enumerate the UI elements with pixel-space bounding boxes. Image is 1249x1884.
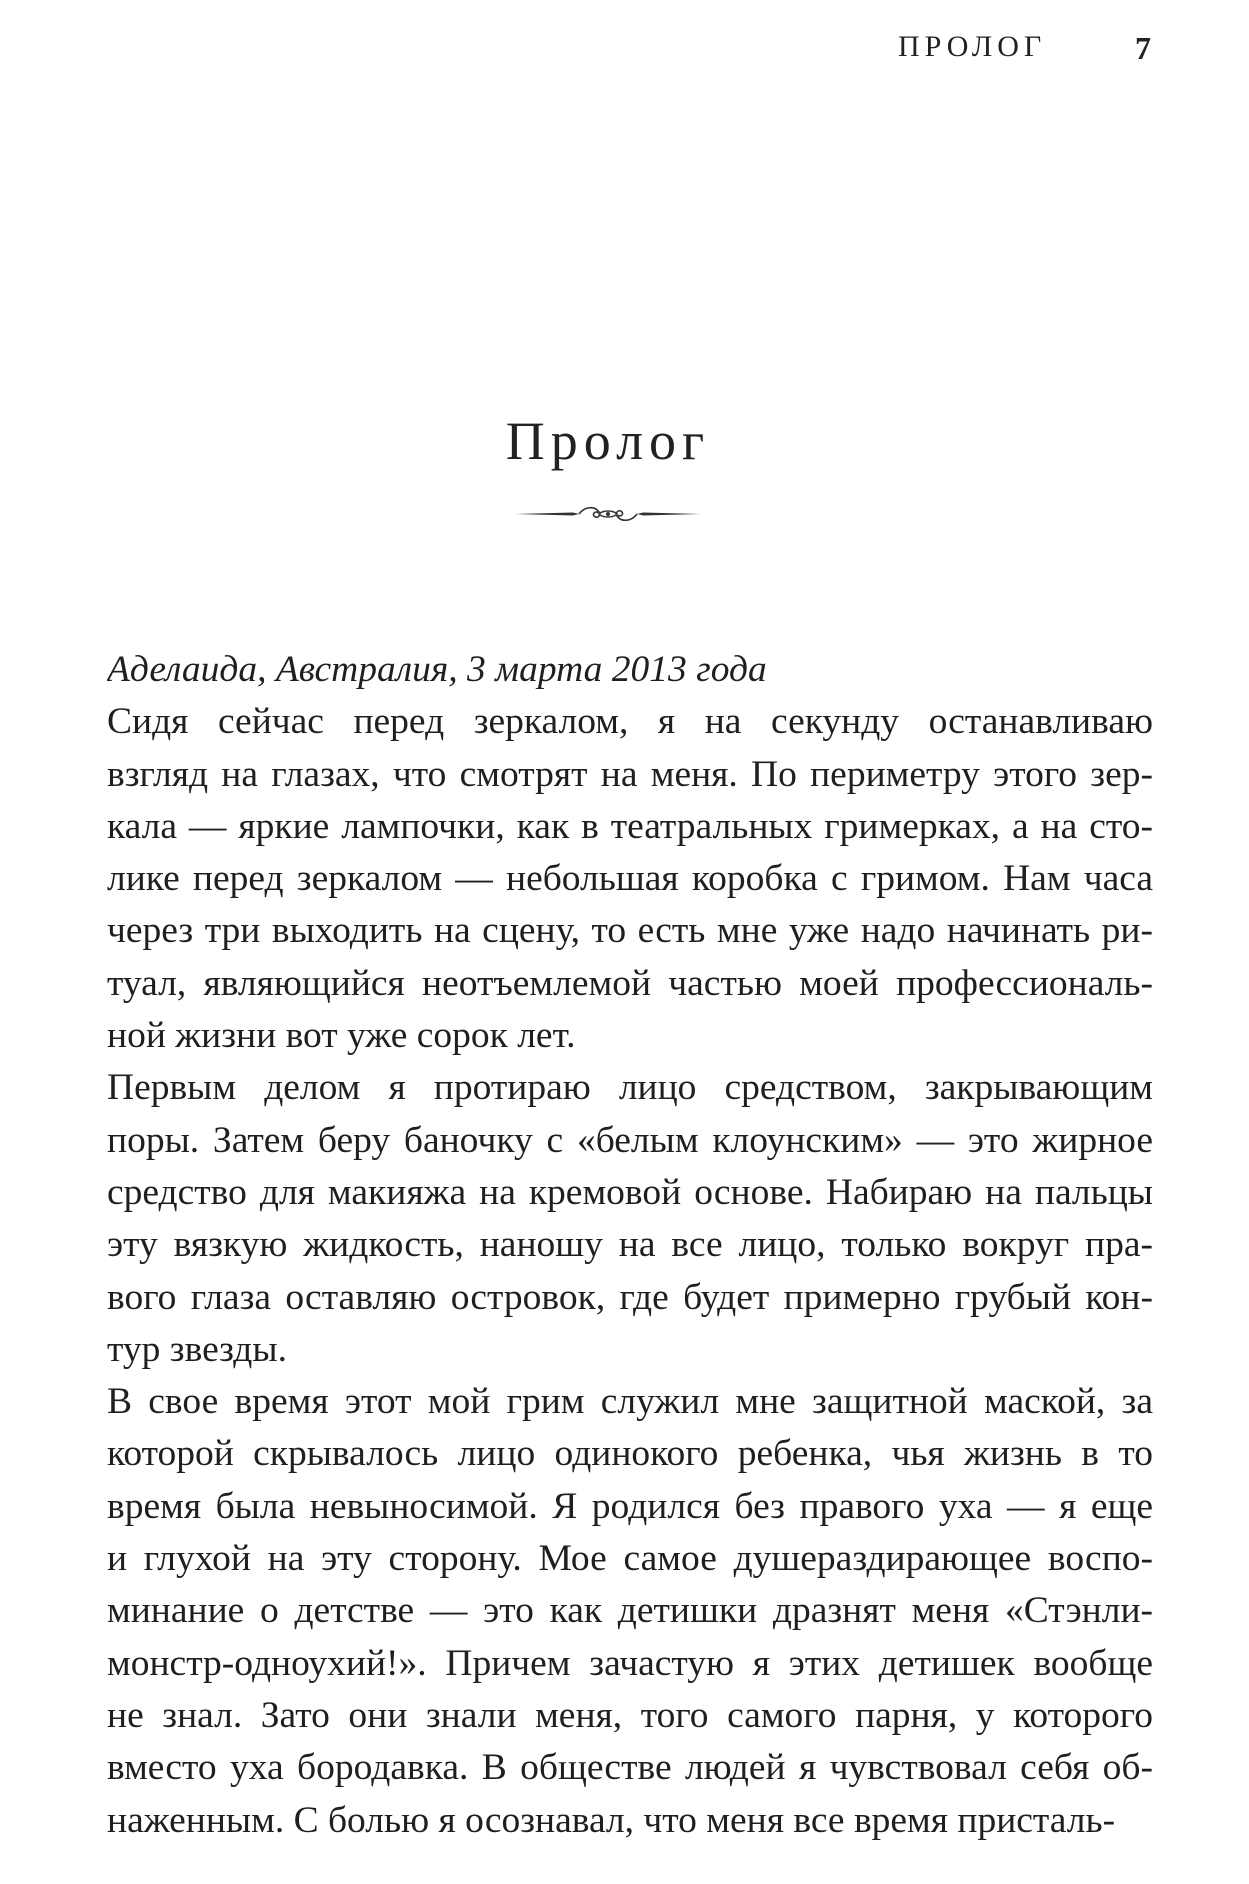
page-number: 7	[1135, 30, 1151, 66]
text-line: монстр-одноухий!». Причем зачастую я этих детишек вообще	[107, 1642, 1153, 1684]
paragraph	[107, 696, 1153, 1062]
text-line: вого глаза оставляю островок, где будет примерно грубый кон-	[107, 1276, 1153, 1318]
text-line: поры. Затем беру баночку с «белым клоунским» — это жирное	[107, 1119, 1153, 1161]
running-head	[0, 30, 1249, 70]
text-line: через три выходить на сцену, то есть мне уже надо начинать ри-	[107, 910, 1153, 952]
text-line: не знал. Зато они знали меня, того самого парня, у которого	[107, 1694, 1153, 1736]
flourish-divider-icon	[513, 500, 703, 528]
chapter-title: Пролог	[505, 411, 711, 471]
text-line: время была невыносимой. Я родился без правого уха — я еще	[107, 1485, 1153, 1527]
text-line: и глухой на эту сторону. Мое самое душераздирающее воспо-	[107, 1538, 1153, 1580]
text-line: Сидя сейчас перед зеркалом, я на секунду останавливаю	[107, 701, 1153, 743]
paragraph	[107, 1376, 1153, 1847]
body-text	[107, 644, 1153, 1847]
text-line: которой скрывалось лицо одинокого ребенка, чья жизнь в то	[107, 1433, 1153, 1475]
text-line: средство для макияжа на кремовой основе. Набираю на пальцы	[107, 1171, 1153, 1213]
text-line: тур звезды.	[107, 1328, 287, 1370]
text-line: лике перед зеркалом — небольшая коробка с гримом. Нам часа	[107, 858, 1153, 900]
text-line: минание о детстве — это как детишки дразнят меня «Стэнли-	[107, 1590, 1153, 1632]
text-line: Первым делом я протираю лицо средством, закрывающим	[107, 1067, 1153, 1109]
text-line: наженным. С болью я осознавал, что меня все время присталь-	[107, 1799, 1116, 1841]
text-line: взгляд на глазах, что смотрят на меня. По периметру этого зер-	[107, 753, 1153, 795]
text-line: эту вязкую жидкость, наношу на все лицо, только вокруг пра-	[107, 1224, 1153, 1266]
running-head-title: ПРОЛОГ	[898, 30, 1047, 63]
text-line: кала — яркие лампочки, как в театральных гримерках, а на сто-	[107, 805, 1153, 847]
text-line: В свое время этот мой грим служил мне защитной маской, за	[107, 1381, 1153, 1423]
dateline: Аделаида, Австралия, 3 марта 2013 года	[107, 649, 767, 690]
text-line: вместо уха бородавка. В обществе людей я чувствовал себя об-	[107, 1747, 1153, 1789]
text-line: туал, являющийся неотъемлемой частью моей профессиональ-	[107, 962, 1153, 1004]
paragraph	[107, 1062, 1153, 1376]
text-line: ной жизни вот уже сорок лет.	[107, 1015, 576, 1057]
